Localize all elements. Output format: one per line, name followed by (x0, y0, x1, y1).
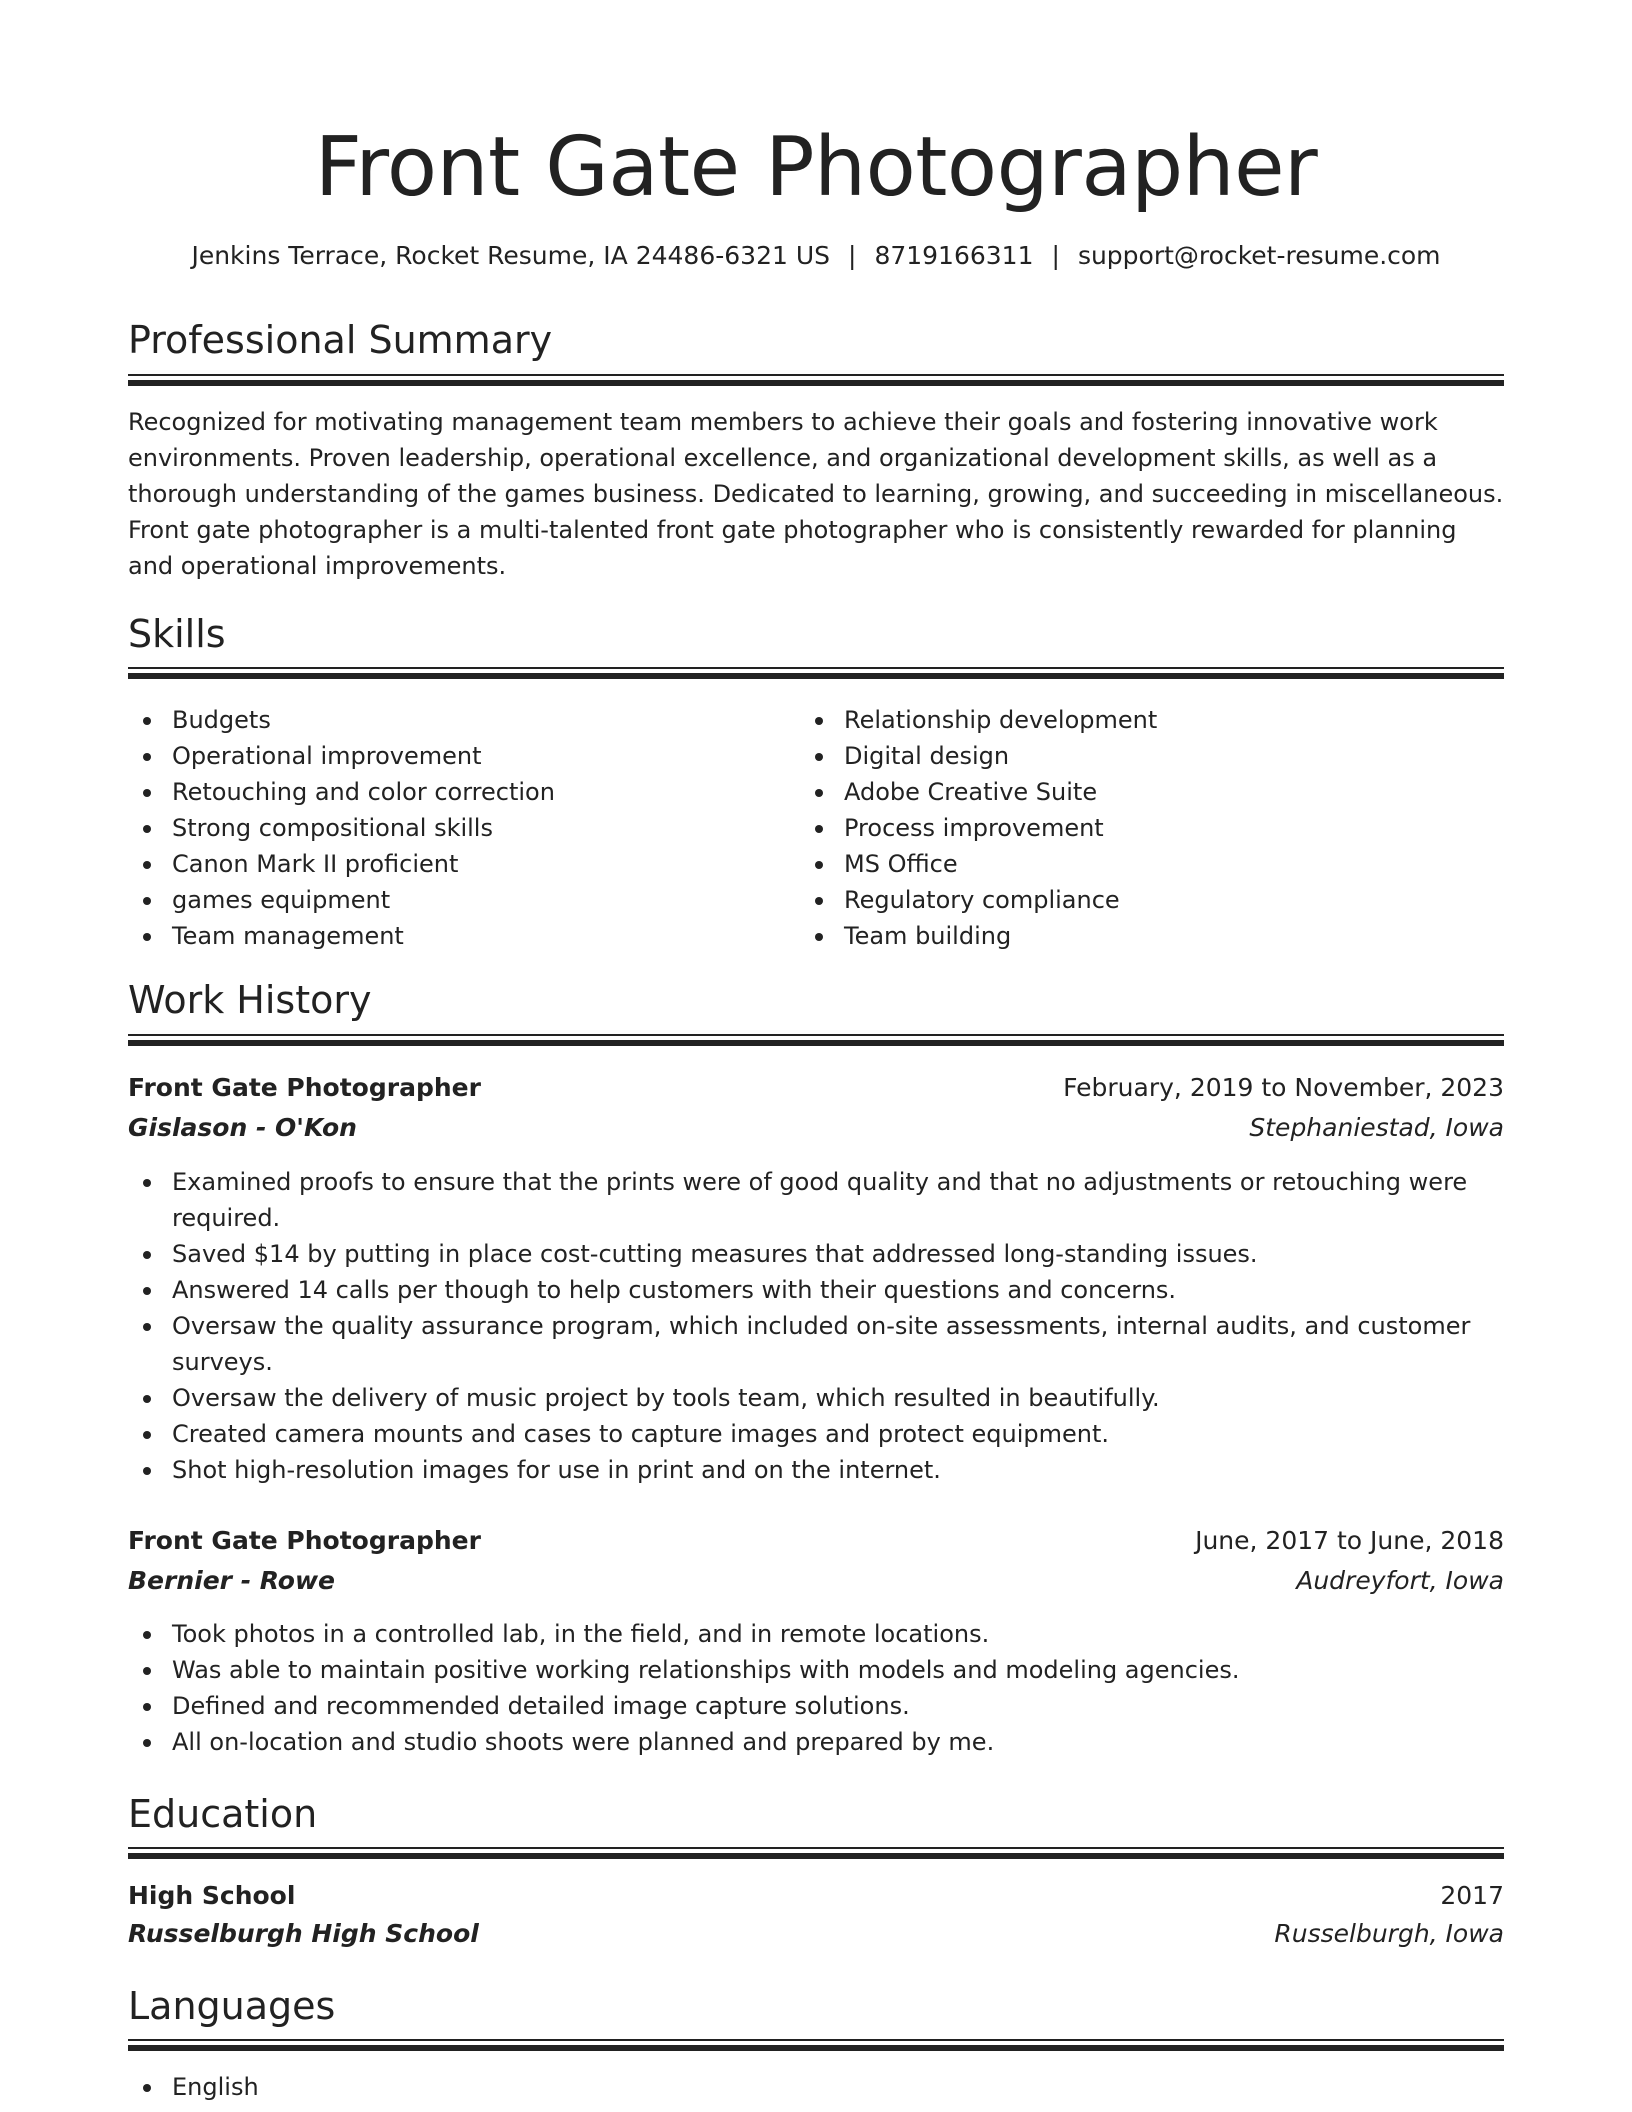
job-title: Front Gate Photographer (128, 1073, 481, 1102)
contact-separator: | (1051, 241, 1060, 270)
skill-item: Relationship development (800, 702, 1500, 738)
language-item: English (128, 2069, 1504, 2105)
skill-item: Adobe Creative Suite (800, 774, 1500, 810)
skill-item: Digital design (800, 738, 1500, 774)
skill-item: Process improvement (800, 810, 1500, 846)
skill-item: Canon Mark II proficient (128, 846, 798, 882)
responsibility-item: Oversaw the quality assurance program, which included on-site assessments, internal audits, and customer surveys. (128, 1308, 1504, 1380)
job-location: Audreyfort, Iowa (1296, 1566, 1504, 1595)
section-title-skills: Skills (128, 612, 226, 656)
skill-item: Operational improvement (128, 738, 798, 774)
job-company: Bernier - Rowe (128, 1566, 336, 1595)
skill-item: games equipment (128, 882, 798, 918)
contact-separator: | (848, 241, 857, 270)
job-title: Front Gate Photographer (128, 1526, 481, 1555)
responsibility-item: Shot high-resolution images for use in print and on the internet. (128, 1452, 1504, 1488)
section-divider (128, 1034, 1504, 1045)
job-responsibilities (128, 1616, 1504, 1760)
job-company: Gislason - O'Kon (128, 1113, 357, 1142)
responsibility-item: Created camera mounts and cases to capture images and protect equipment. (128, 1416, 1504, 1452)
skill-item: Regulatory compliance (800, 882, 1500, 918)
skill-item: MS Office (800, 846, 1500, 882)
section-divider (128, 374, 1504, 385)
section-title-work-history: Work History (128, 978, 372, 1022)
section-title-languages: Languages (128, 1984, 336, 2028)
responsibility-item: Took photos in a controlled lab, in the field, and in remote locations. (128, 1616, 1504, 1652)
section-divider (128, 1847, 1504, 1858)
section-divider (128, 2039, 1504, 2050)
skill-item: Team building (800, 918, 1500, 954)
skill-item: Team management (128, 918, 798, 954)
section-title-education: Education (128, 1792, 318, 1836)
responsibility-item: Defined and recommended detailed image capture solutions. (128, 1688, 1504, 1724)
responsibility-item: Answered 14 calls per though to help customers with their questions and concerns. (128, 1272, 1504, 1308)
responsibility-item: Was able to maintain positive working relationships with models and modeling agencies. (128, 1652, 1504, 1688)
responsibility-item: Oversaw the delivery of music project by tools team, which resulted in beautifully. (128, 1380, 1504, 1416)
responsibility-item: Examined proofs to ensure that the prints were of good quality and that no adjustments or retouching were required. (128, 1164, 1504, 1236)
responsibility-item: All on-location and studio shoots were planned and prepared by me. (128, 1724, 1504, 1760)
contact-email[interactable]: support@rocket-resume.com (1077, 241, 1441, 270)
education-degree: High School (128, 1881, 296, 1910)
section-divider (128, 667, 1504, 678)
skills-list-left (128, 702, 798, 954)
education-location: Russelburgh, Iowa (1274, 1919, 1504, 1948)
job-dates: February, 2019 to November, 2023 (1063, 1073, 1504, 1102)
responsibility-item: Saved $14 by putting in place cost-cutting measures that addressed long-standing issues. (128, 1236, 1504, 1272)
skills-list-right (800, 702, 1500, 954)
job-dates: June, 2017 to June, 2018 (1195, 1526, 1504, 1555)
candidate-name: Front Gate Photographer (314, 120, 1318, 215)
job-location: Stephaniestad, Iowa (1249, 1113, 1504, 1142)
languages-list (128, 2069, 1504, 2105)
skill-item: Retouching and color correction (128, 774, 798, 810)
skill-item: Budgets (128, 702, 798, 738)
section-title-summary: Professional Summary (128, 318, 553, 362)
contact-address: Jenkins Terrace, Rocket Resume, IA 24486-6321 US (191, 241, 830, 270)
contact-line (128, 238, 1504, 274)
skill-item: Strong compositional skills (128, 810, 798, 846)
summary-text: Recognized for motivating management team members to achieve their goals and fostering innovative work environments. Proven leadership, operational excellence, and organizational development skills, as well as a thorough understanding of the games business. Dedicated to learning, growing, and succeeding in miscellaneous. Front gate photographer is a multi-talented front gate photographer who is consistently rewarded for planning and operational improvements. (128, 408, 1504, 580)
education-year: 2017 (1440, 1881, 1504, 1910)
contact-phone: 8719166311 (874, 241, 1034, 270)
education-school: Russelburgh High School (128, 1919, 479, 1948)
job-responsibilities (128, 1164, 1504, 1488)
